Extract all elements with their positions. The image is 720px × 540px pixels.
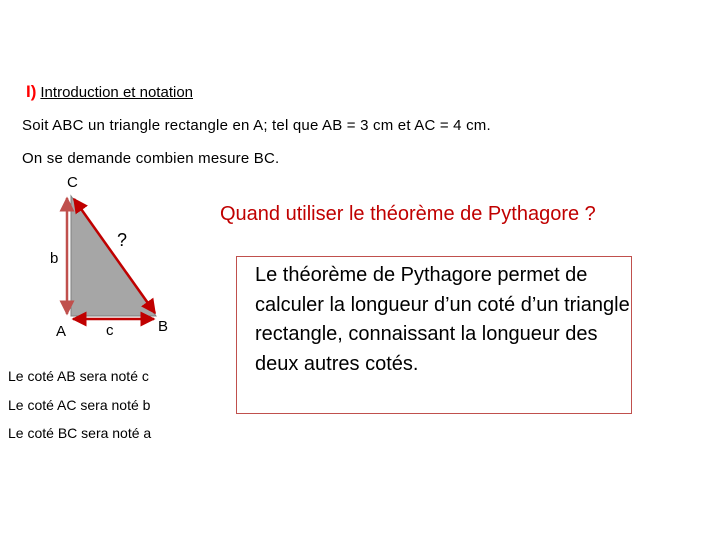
side-a-unknown-label: ? <box>117 230 128 250</box>
note-ac: Le coté AC sera noté b <box>8 397 151 413</box>
vertex-b-label: B <box>158 318 169 335</box>
section-title: Introduction et notation <box>40 84 193 101</box>
question-title: Quand utiliser le théorème de Pythagore ? <box>220 203 596 225</box>
answer-box <box>236 256 632 414</box>
side-b-label: b <box>50 250 59 267</box>
intro-line-2: On se demande combien mesure BC. <box>22 150 280 167</box>
intro-line-1: Soit ABC un triangle rectangle en A; tel que AB = 3 cm et AC = 4 cm. <box>22 117 491 134</box>
triangle-figure <box>40 170 200 350</box>
note-ab: Le coté AB sera noté c <box>8 368 149 384</box>
vertex-c-label: C <box>67 174 78 191</box>
side-c-label: c <box>106 322 114 339</box>
section-heading <box>26 82 193 102</box>
note-bc: Le coté BC sera noté a <box>8 425 152 441</box>
section-number: I) <box>26 82 37 101</box>
vertex-a-label: A <box>56 323 67 340</box>
answer-text: Le théorème de Pythagore permet de calculer la longueur d’un coté d’un triangle rectangle, connaissant la longueur des deux autres cotés. <box>255 264 630 375</box>
